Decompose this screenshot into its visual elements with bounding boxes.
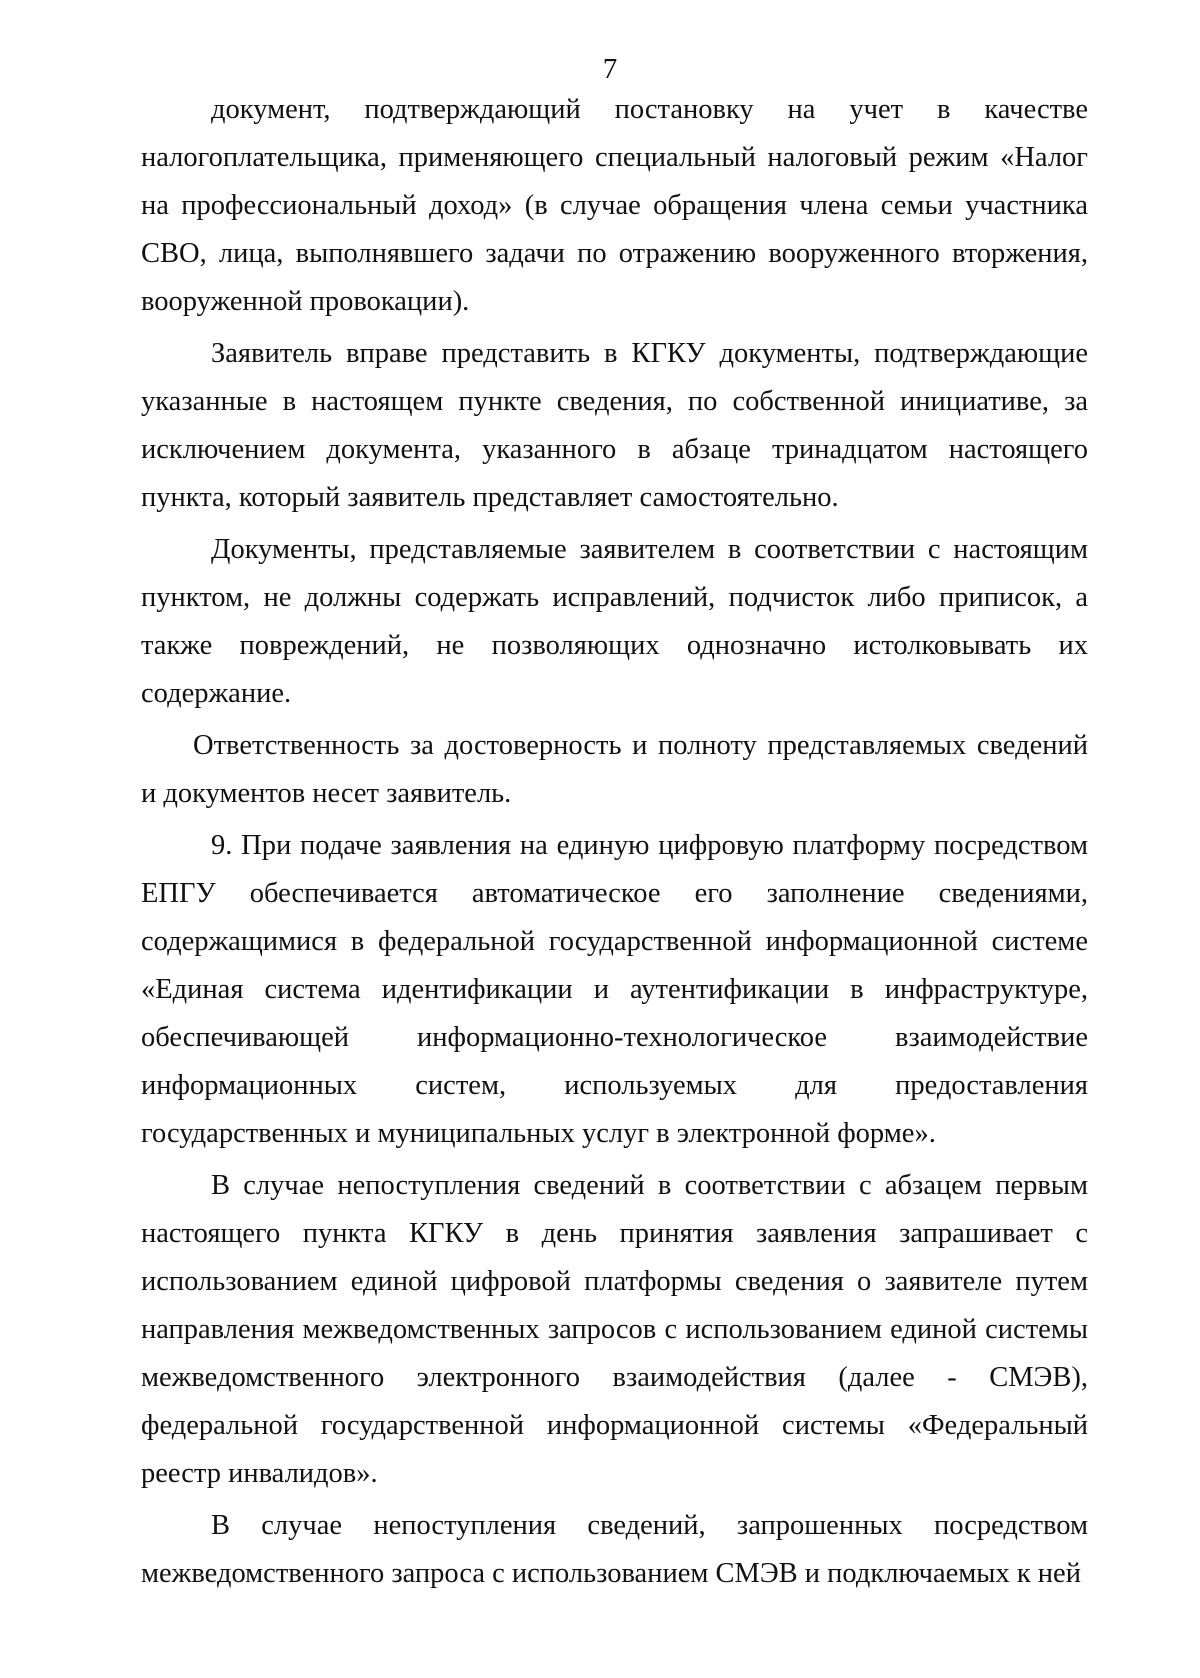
paragraph-applicant-responsibility: Ответственность за достоверность и полноту представляемых сведений и документов несет заявитель. <box>141 730 1088 809</box>
paragraph-document-confirmation: документ, подтверждающий постановку на учет в качестве налогоплательщика, применяющего специальный налоговый режим «Налог на профессиональный доход» (в случае обращения члена семьи участника СВО, лица, выполнявшего задачи по отражению вооруженного вторжения, вооруженной провокации). <box>141 94 1088 317</box>
document-body <box>141 86 1088 1598</box>
page-number: 7 <box>602 53 618 85</box>
paragraph-item-9: 9. При подаче заявления на единую цифровую платформу посредством ЕПГУ обеспечивается автоматическое его заполнение сведениями, содержащимися в федеральной государственной информационной системе «Единая система идентификации и аутентификации в инфраструктуре, обеспечивающей информационно-технологическое взаимодействие информационных систем, используемых для предоставления государственных и муниципальных услуг в электронной форме». <box>141 830 1088 1149</box>
paragraph-applicant-right: Заявитель вправе представить в КГКУ документы, подтверждающие указанные в настоящем пункте сведения, по собственной инициативе, за исключением документа, указанного в абзаце тринадцатом настоящего пункта, который заявитель представляет самостоятельно. <box>141 338 1088 513</box>
paragraph-smev-nonreceipt: В случае непоступления сведений, запрошенных посредством межведомственного запроса с использованием СМЭВ и подключаемых к ней <box>141 1510 1088 1589</box>
paragraph-documents-requirements: Документы, представляемые заявителем в соответствии с настоящим пунктом, не должны содержать исправлений, подчисток либо приписок, а также повреждений, не позволяющих однозначно истолковывать их содержание. <box>141 534 1088 709</box>
paragraph-interagency-requests: В случае непоступления сведений в соответствии с абзацем первым настоящего пункта КГКУ в день принятия заявления запрашивает с использованием единой цифровой платформы сведения о заявителе путем направления межведомственных запросов с использованием единой системы межведомственного электронного взаимодействия (далее - СМЭВ), федеральной государственной информационной системы «Федеральный реестр инвалидов». <box>141 1170 1088 1489</box>
